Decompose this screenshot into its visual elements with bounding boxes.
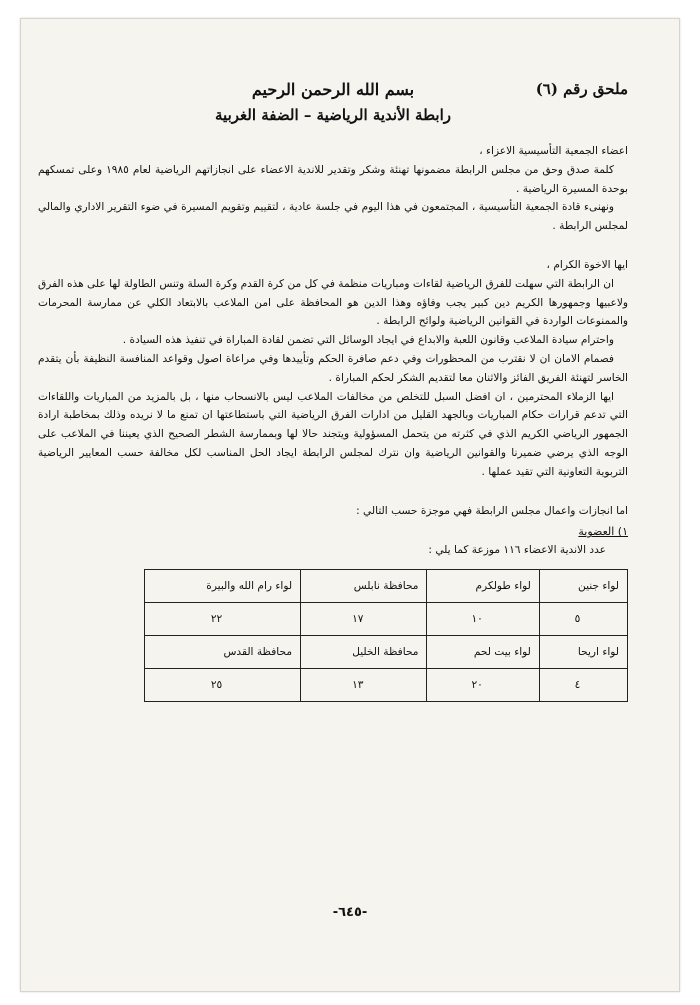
paragraph-league-role: ان الرابطة التي سهلت للفرق الرياضية لقاءات ومباريات منظمة في كل من كرة القدم وكرة السلة وتنس الطاولة لها على هذه الفرق ولاعبيها وجمهورها الكريم دين كبير يجب وفاؤه وهذا الدين هو المحافظة على امن الملاعب بالابتعاد الكلي عن ممارسة المحرمات والممنوعات الواردة في القوانين الرياضية ولوائح الرابطة . <box>38 277 628 328</box>
table-cell: محافظة القدس <box>145 636 301 669</box>
achievements-intro: اما انجازات واعمال مجلس الرابطة فهي موجزة حسب التالي : <box>356 504 628 517</box>
table-cell: لواء بيت لحم <box>427 636 539 669</box>
table-cell: لواء اريحا <box>539 636 627 669</box>
paragraph-respect: واحترام سيادة الملاعب وقانون اللعبة والابداع في ايجاد الوسائل التي تضمن لقادة المباراة في تنفيذ هذه السيادة . <box>122 334 614 347</box>
table-cell: ١٠ <box>427 603 539 636</box>
table-cell: لواء جنين <box>539 570 627 603</box>
greeting-assembly: اعضاء الجمعية التأسيسية الاعزاء ، <box>479 145 628 157</box>
document-page <box>38 80 628 702</box>
table-cell: محافظة نابلس <box>301 570 427 603</box>
table-row <box>145 636 628 669</box>
table-cell: ١٣ <box>301 669 427 702</box>
table-cell: لواء رام الله والبيرة <box>145 570 301 603</box>
table-row <box>145 669 628 702</box>
league-title: رابطة الأندية الرياضية – الضفة الغربية <box>215 106 451 124</box>
table-cell: ٢٥ <box>145 669 301 702</box>
paragraph-safety: فصمام الامان ان لا نقترب من المحظورات وفي دعم صافرة الحكم وتأييدها وفي مراعاة اصول وقواعد المنافسة النظيفة بأن يتقدم الخاسر لتهنئة الفريق الفائز والاثنان معا لتقديم الشكر لحكم المباراة . <box>38 352 628 384</box>
table-row <box>145 603 628 636</box>
greeting-brothers: ايها الاخوة الكرام ، <box>546 258 628 271</box>
table-cell: ٢٠ <box>427 669 539 702</box>
table-cell: ٢٢ <box>145 603 301 636</box>
clubs-distribution-text: عدد الاندية الاعضاء ١١٦ موزعة كما يلي : <box>428 544 606 557</box>
page-number: -٦٤٥- <box>332 905 368 920</box>
basmala-heading: بسم الله الرحمن الرحيم <box>251 80 415 99</box>
table-cell: ٤ <box>539 669 627 702</box>
table-cell: ٥ <box>539 603 627 636</box>
clubs-table <box>144 569 628 702</box>
table-row <box>145 570 628 603</box>
membership-heading: ١) العضوية <box>578 525 628 539</box>
paragraph-congratulations: ونهنىء قادة الجمعية التأسيسية ، المجتمعون في هذا اليوم في جلسة عادية ، لتقييم وتقويم المسيرة في ضوء التقرير الاداري والمالي لمجلس الرابطة . <box>38 201 628 233</box>
table-cell: محافظة الخليل <box>301 636 427 669</box>
annex-label: ملحق رقم (٦) <box>535 80 628 98</box>
table-cell: لواء طولكرم <box>427 570 539 603</box>
header-row <box>38 80 628 104</box>
paragraph-colleagues: ايها الزملاء المحترمين ، ان افضل السبل للتخلص من مخالفات الملاعب ليس بالانسحاب منها ، بل بالمزيد من المباريات واللقاءات التي تدعم قرارات حكام المباريات وبالجهد القليل من ادارات الفرق الرياضية التي باستطاعتها ان تمنع ما لا نريده وذلك بمخاطبة ارادة الجمهور الرياضي الكريم الذي في كثرته من يتحمل المسؤولية ويتجند حالا لها وبممارسة الشطر الصحيح الذي يعيننا في الملاعب على الوجه الذي يرضي ضميرنا والقوانين الرياضية وان نترك لمجلس الرابطة ايجاد الحل المناسب لكل مخالفة حسب المعايير الرياضية التربوية التعاونية التي تقيد عملها . <box>38 390 628 478</box>
table-cell: ١٧ <box>301 603 427 636</box>
paragraph-thanks: كلمة صدق وحق من مجلس الرابطة مضمونها تهنئة وشكر وتقدير للاندية الاعضاء على انجازاتهم الرياضية لعام ١٩٨٥ وعلى تمسكهم بوحدة المسيرة الرياضية . <box>38 163 628 195</box>
